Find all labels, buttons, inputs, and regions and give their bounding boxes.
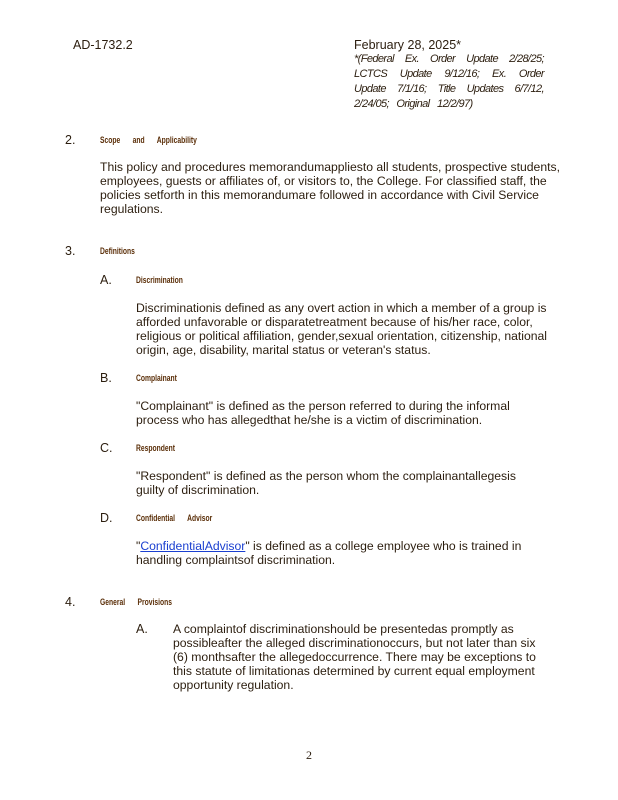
section-text: This policy and procedures memorandumappliesto all students, prospective students, employees, guests or affiliates of, or visitors to, the College. For classified staff, the policies setforth in this memorandumare followed in accordance with Civil Service regulations. xyxy=(100,160,560,216)
item-letter: A. xyxy=(100,273,112,287)
item-text xyxy=(136,539,536,567)
section-number: 2. xyxy=(65,133,76,147)
section-heading: Scope and Applicability xyxy=(100,135,197,145)
item-text: Discriminationis defined as any overt action in which a member of a group is afforded unfavorable or disparatetreatment because of his/her race, color, religious or political affiliation, gender,sexual orientation, citizenship, national origin, age, disability, marital status or veteran's status. xyxy=(136,301,548,357)
confidential-advisor-link[interactable]: ConfidentialAdvisor xyxy=(140,539,246,553)
section-heading: General Provisions xyxy=(100,597,173,607)
item-letter: C. xyxy=(100,441,113,455)
text-fragment: " xyxy=(136,539,141,553)
item-text: A complaintof discriminationshould be presentedas promptly as possibleafter the alleged discriminationoccurs, but not later than six (6) monthsafter the allegedoccurrence. There may be exceptions to this statute of limitationas determined by current equal employment opportunity regulation. xyxy=(173,622,536,692)
item-letter: D. xyxy=(100,511,113,525)
section-number: 3. xyxy=(65,244,76,258)
document-date: February 28, 2025* xyxy=(354,38,462,52)
text-fragment: " is defined as a college employee who is trained in handling complaintsof discrimination. xyxy=(136,539,522,567)
section-heading: Definitions xyxy=(100,246,135,256)
item-heading: Discrimination xyxy=(136,275,183,285)
item-letter: A. xyxy=(136,622,148,636)
update-note: *(Federal Ex. Order Update 2/28/25; LCTCS Update 9/12/16; Ex. Order Update 7/1/16; Title Updates 6/7/12, 2/24/05; Original 12/2/97) xyxy=(354,53,544,110)
item-text: "Complainant" is defined as the person referred to during the informal process who has allegedthat he/she is a victim of discrimination. xyxy=(136,399,510,427)
item-heading: Complainant xyxy=(136,373,177,383)
item-heading: Confidential Advisor xyxy=(136,513,213,523)
item-heading: Respondent xyxy=(136,443,176,453)
page-number: 2 xyxy=(306,748,312,762)
section-number: 4. xyxy=(65,595,76,609)
item-letter: B. xyxy=(100,371,112,385)
document-id: AD-1732.2 xyxy=(73,38,133,52)
item-text: "Respondent" is defined as the person whom the complainantallegesis guilty of discrimination. xyxy=(136,469,516,497)
